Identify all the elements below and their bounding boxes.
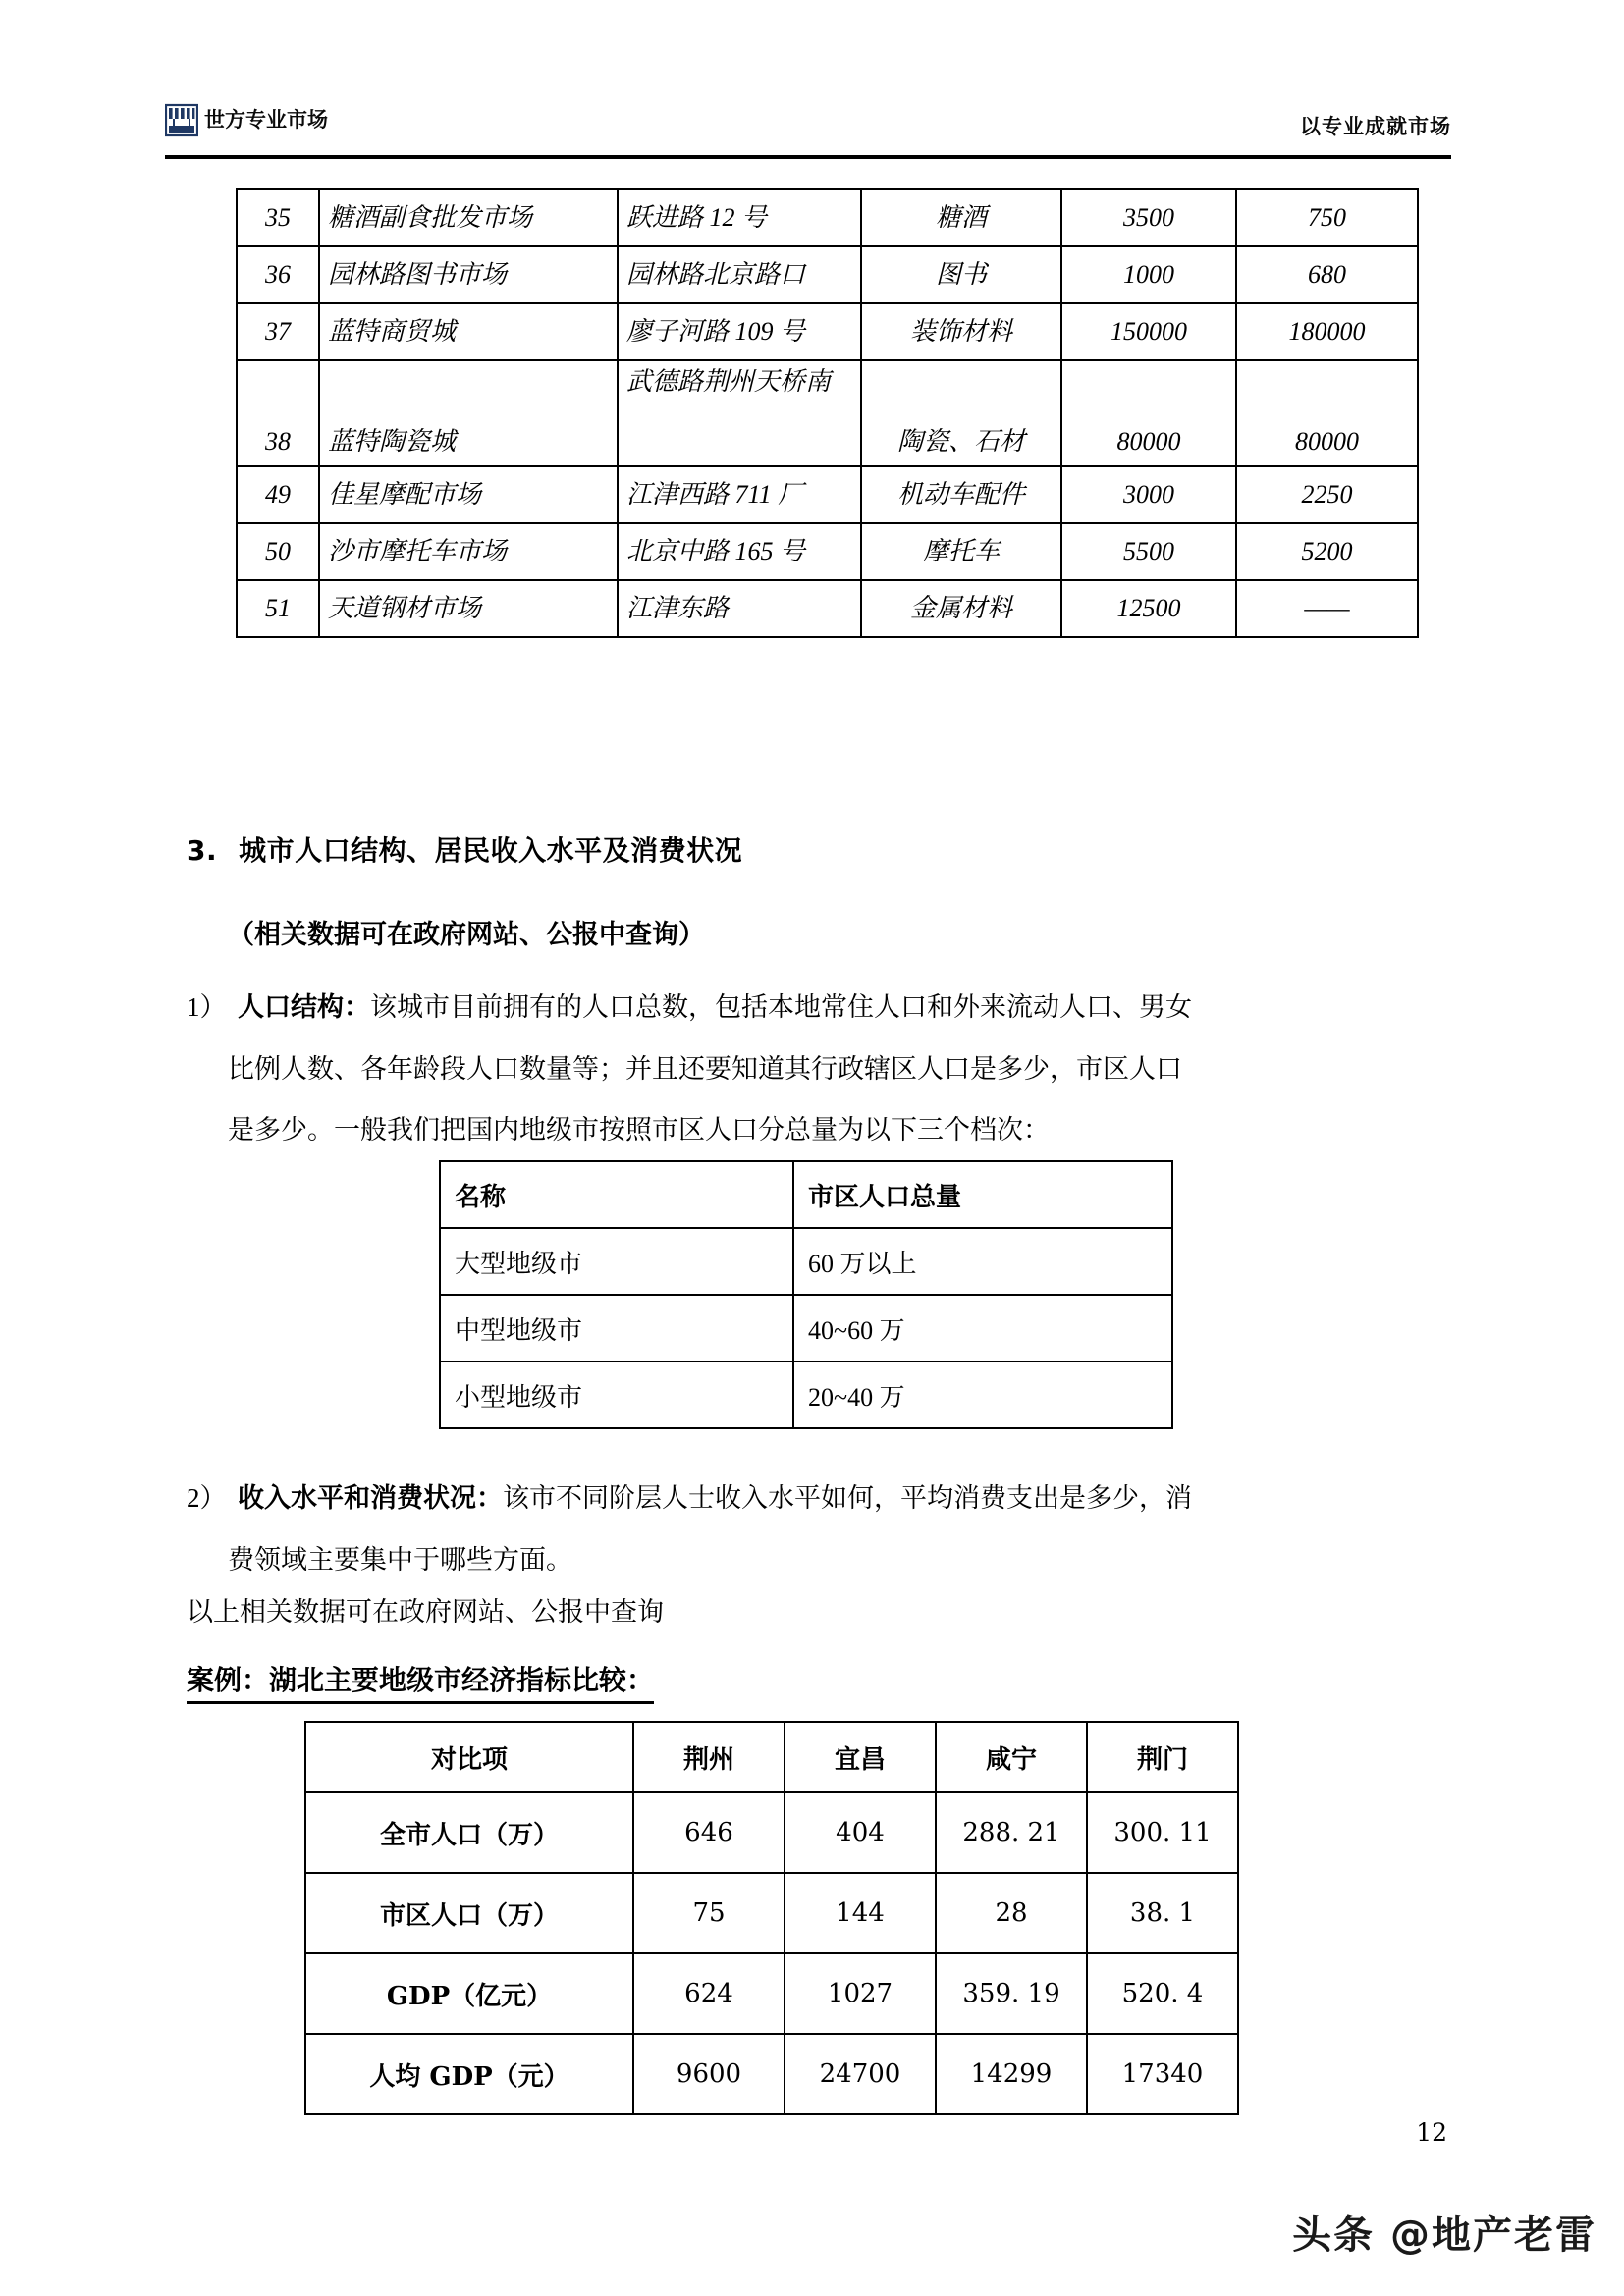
- cell-area: 12500: [1061, 580, 1236, 637]
- table-row: [237, 246, 1418, 303]
- table-header-row: [440, 1161, 1172, 1228]
- table-row: [305, 1873, 1238, 1953]
- table-row: [305, 2034, 1238, 2114]
- cell-value: 38. 1: [1087, 1873, 1238, 1953]
- cell-address: 武德路荆州天桥南: [618, 360, 861, 466]
- cell-area: 1000: [1061, 246, 1236, 303]
- cell-tier-name: 大型地级市: [440, 1228, 793, 1295]
- cell-tier-name: 小型地级市: [440, 1362, 793, 1428]
- list-item-text: 该城市目前拥有的人口总数，包括本地常住人口和外来流动人口、男女: [370, 992, 1192, 1022]
- cell-count: 80000: [1236, 360, 1418, 466]
- column-header-item: 对比项: [305, 1722, 633, 1792]
- list-item-text: 费领域主要集中于哪些方面。: [228, 1545, 572, 1575]
- list-item-income-consumption: [187, 1468, 1463, 1590]
- data-source-note: 以上相关数据可在政府网站、公报中查询: [187, 1597, 664, 1627]
- cell-count: 750: [1236, 189, 1418, 246]
- section-title: 城市人口结构、居民收入水平及消费状况: [239, 834, 743, 867]
- cell-value: 359. 19: [936, 1953, 1087, 2034]
- list-marker: 1）: [187, 992, 227, 1022]
- cell-tier-name: 中型地级市: [440, 1295, 793, 1362]
- cell-area: 80000: [1061, 360, 1236, 466]
- cell-category: 装饰材料: [861, 303, 1061, 360]
- table-row: [237, 523, 1418, 580]
- list-item-population-structure: [187, 977, 1463, 1160]
- column-header-name: 名称: [440, 1161, 793, 1228]
- cell-address: 江津西路 711 厂: [618, 466, 861, 523]
- page-header: [165, 102, 1451, 157]
- cell-value: 646: [633, 1792, 785, 1873]
- cell-category: 金属材料: [861, 580, 1061, 637]
- cell-address: 江津东路: [618, 580, 861, 637]
- section-heading: [187, 829, 742, 869]
- cell-item: 市区人口（万）: [305, 1873, 633, 1953]
- cell-index: 38: [237, 360, 319, 466]
- table-row: [305, 1792, 1238, 1873]
- economic-indicators-table: [304, 1721, 1239, 2115]
- market-building-logo-icon: [165, 102, 198, 137]
- header-slogan: 以专业成就市场: [1300, 115, 1451, 138]
- cell-index: 35: [237, 189, 319, 246]
- table-row: [237, 360, 1418, 466]
- cell-value: 404: [785, 1792, 936, 1873]
- table-row: [440, 1295, 1172, 1362]
- cell-index: 51: [237, 580, 319, 637]
- column-header-jingzhou: 荆州: [633, 1722, 785, 1792]
- paragraph-line: [187, 1468, 1463, 1529]
- table-row: [440, 1362, 1172, 1428]
- table-row: [440, 1228, 1172, 1295]
- cell-name: 天道钢材市场: [319, 580, 618, 637]
- column-header-population: 市区人口总量: [793, 1161, 1172, 1228]
- paragraph-line: [187, 1039, 1463, 1099]
- cell-category: 机动车配件: [861, 466, 1061, 523]
- cell-name: 佳星摩配市场: [319, 466, 618, 523]
- cell-index: 37: [237, 303, 319, 360]
- cell-address: 北京中路 165 号: [618, 523, 861, 580]
- cell-value: 624: [633, 1953, 785, 2034]
- cell-count: 5200: [1236, 523, 1418, 580]
- cell-value: 1027: [785, 1953, 936, 2034]
- cell-address: 跃进路 12 号: [618, 189, 861, 246]
- column-header-jingmen: 荆门: [1087, 1722, 1238, 1792]
- cell-count: 680: [1236, 246, 1418, 303]
- cell-item: 人均 GDP（元）: [305, 2034, 633, 2114]
- table-row: [237, 466, 1418, 523]
- cell-category: 摩托车: [861, 523, 1061, 580]
- cell-value: 14299: [936, 2034, 1087, 2114]
- cell-name: 蓝特商贸城: [319, 303, 618, 360]
- cell-name: 糖酒副食批发市场: [319, 189, 618, 246]
- cell-value: 300. 11: [1087, 1792, 1238, 1873]
- cell-value: 28: [936, 1873, 1087, 1953]
- cell-index: 36: [237, 246, 319, 303]
- cell-value: 144: [785, 1873, 936, 1953]
- cell-area: 5500: [1061, 523, 1236, 580]
- header-divider: [165, 155, 1451, 159]
- paragraph-line: [187, 1099, 1463, 1160]
- list-item-text: 该市不同阶层人士收入水平如何，平均消费支出是多少，消: [503, 1483, 1192, 1513]
- cell-index: 50: [237, 523, 319, 580]
- cell-name: 沙市摩托车市场: [319, 523, 618, 580]
- case-study-heading: 案例：湖北主要地级市经济指标比较：: [187, 1659, 654, 1704]
- cell-name: 园林路图书市场: [319, 246, 618, 303]
- cell-count: 2250: [1236, 466, 1418, 523]
- cell-category: 陶瓷、石材: [861, 360, 1061, 466]
- cell-item: GDP（亿元）: [305, 1953, 633, 2034]
- cell-name: 蓝特陶瓷城: [319, 360, 618, 466]
- list-item-lead: 收入水平和消费状况：: [238, 1483, 503, 1514]
- cell-area: 3500: [1061, 189, 1236, 246]
- cell-value: 288. 21: [936, 1792, 1087, 1873]
- city-tiers-table: [439, 1160, 1173, 1429]
- cell-item: 全市人口（万）: [305, 1792, 633, 1873]
- list-item-lead: 人口结构：: [238, 992, 370, 1023]
- watermark: 头条 @地产老雷: [1292, 2213, 1597, 2258]
- cell-category: 糖酒: [861, 189, 1061, 246]
- cell-value: 75: [633, 1873, 785, 1953]
- list-marker: 2）: [187, 1483, 227, 1513]
- cell-area: 3000: [1061, 466, 1236, 523]
- cell-value: 17340: [1087, 2034, 1238, 2114]
- cell-tier-population: 60 万以上: [793, 1228, 1172, 1295]
- list-item-text: 是多少。一般我们把国内地级市按照市区人口分总量为以下三个档次：: [228, 1115, 1050, 1145]
- column-header-yichang: 宜昌: [785, 1722, 936, 1792]
- cell-tier-population: 20~40 万: [793, 1362, 1172, 1428]
- column-header-xianning: 咸宁: [936, 1722, 1087, 1792]
- page-number: 12: [1416, 2118, 1447, 2147]
- table-row: [305, 1953, 1238, 2034]
- cell-value: 24700: [785, 2034, 936, 2114]
- cell-count: 180000: [1236, 303, 1418, 360]
- paragraph-line: [187, 1529, 1463, 1590]
- cell-address: 园林路北京路口: [618, 246, 861, 303]
- section-number: 3.: [187, 834, 218, 867]
- list-item-text: 比例人数、各年龄段人口数量等；并且还要知道其行政辖区人口是多少，市区人口: [228, 1054, 1182, 1084]
- cell-tier-population: 40~60 万: [793, 1295, 1172, 1362]
- cell-value: 9600: [633, 2034, 785, 2114]
- paragraph-line: [187, 977, 1463, 1039]
- cell-count: ——: [1236, 580, 1418, 637]
- cell-category: 图书: [861, 246, 1061, 303]
- markets-table: [236, 188, 1419, 638]
- brand-name: 世方专业市场: [204, 107, 328, 132]
- cell-value: 520. 4: [1087, 1953, 1238, 2034]
- table-header-row: [305, 1722, 1238, 1792]
- cell-address: 廖子河路 109 号: [618, 303, 861, 360]
- table-row: [237, 580, 1418, 637]
- brand-block: [165, 102, 328, 137]
- cell-index: 49: [237, 466, 319, 523]
- cell-area: 150000: [1061, 303, 1236, 360]
- table-row: [237, 189, 1418, 246]
- table-row: [237, 303, 1418, 360]
- section-note: （相关数据可在政府网站、公报中查询）: [228, 920, 705, 950]
